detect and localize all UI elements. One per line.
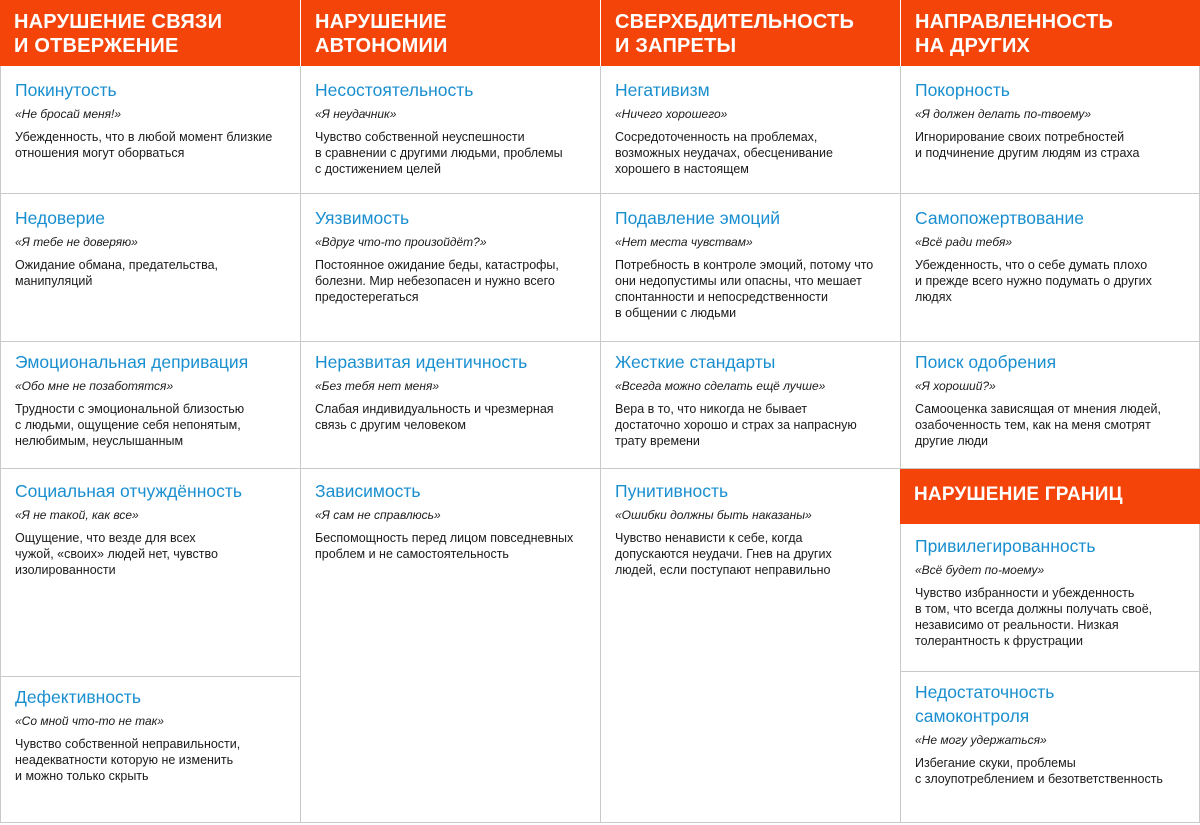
schema-quote: «Всегда можно сделать ещё лучше»: [615, 379, 826, 393]
schema-title: Пунитивность: [615, 481, 729, 501]
schema-title: Поиск одобрения: [915, 352, 1057, 372]
schema-card: [300, 194, 600, 342]
schema-quote: «Без тебя нет меня»: [315, 379, 440, 393]
schema-card: [0, 194, 300, 342]
schema-card: [600, 469, 900, 823]
schema-card: [600, 342, 900, 469]
schema-description: Постоянное ожидание беды, катастрофы, болезни. Мир небезопасен и нужно всего предостерегаться: [315, 258, 559, 304]
schema-title: Покинутость: [15, 80, 117, 100]
schema-card: [900, 66, 1200, 194]
schema-quote: «Всё будет по-моему»: [915, 563, 1045, 577]
schema-card: [900, 194, 1200, 342]
schema-title: Эмоциональная депривация: [15, 352, 249, 372]
schema-description: Чувство собственной неправильности, неадекватности которую не изменить и можно только скрыть: [15, 737, 241, 783]
schema-card: [600, 66, 900, 194]
schema-title: Уязвимость: [315, 208, 410, 228]
schema-description: Избегание скуки, проблемы с злоупотреблением и безответственность: [915, 756, 1163, 786]
schema-description: Чувство ненависти к себе, когда допускаются неудачи. Гнев на других людей, если поступают неправильно: [615, 531, 832, 577]
schema-quote: «Всё ради тебя»: [915, 235, 1013, 249]
column-header-disconnection: НАРУШЕНИЕ СВЯЗИ И ОТВЕРЖЕНИЕ: [0, 0, 300, 66]
schema-description: Убежденность, что о себе думать плохо и прежде всего нужно подумать о других людях: [915, 258, 1152, 304]
schema-title: Негативизм: [615, 80, 710, 100]
schema-description: Ожидание обмана, предательства, манипуляций: [15, 258, 219, 288]
schema-quote: «Не могу удержаться»: [915, 733, 1047, 747]
schema-quote: «Со мной что-то не так»: [15, 714, 164, 728]
schema-title: Дефективность: [15, 687, 141, 707]
schema-card: [0, 677, 300, 823]
schema-description: Сосредоточенность на проблемах, возможных неудачах, обесценивание хорошего в настоящем: [615, 130, 833, 176]
schema-quote: «Я тебе не доверяю»: [15, 235, 138, 249]
schema-description: Беспомощность перед лицом повседневных проблем и не самостоятельность: [315, 531, 574, 561]
schema-title: Недоверие: [15, 208, 106, 228]
schema-title: Самопожертвование: [915, 208, 1084, 228]
column-header-autonomy: НАРУШЕНИЕ АВТОНОМИИ: [300, 0, 600, 66]
schema-card: [300, 66, 600, 194]
schema-card: [0, 469, 300, 677]
schema-description: Самооценка зависящая от мнения людей, озабоченность тем, как на меня смотрят другие люди: [915, 402, 1162, 448]
schema-description: Ощущение, что везде для всех чужой, «своих» людей нет, чувство изолированности: [15, 531, 218, 577]
schema-title: Социальная отчуждённость: [15, 481, 242, 501]
schema-card: [900, 342, 1200, 469]
schema-card: [0, 66, 300, 194]
schema-card: [300, 469, 600, 823]
schema-title: Недостаточность самоконтроля: [915, 682, 1055, 726]
schema-title: Подавление эмоций: [615, 208, 781, 228]
schema-card: [600, 194, 900, 342]
schema-description: Чувство собственной неуспешности в сравнении с другими людьми, проблемы с достижением целей: [315, 130, 563, 176]
schema-quote: «Вдруг что-то произойдёт?»: [315, 235, 487, 249]
schema-title: Покорность: [915, 80, 1010, 100]
schema-quote: «Я должен делать по-твоему»: [915, 107, 1092, 121]
schema-quote: «Я хороший?»: [915, 379, 996, 393]
schema-description: Игнорирование своих потребностей и подчинение другим людям из страха: [915, 130, 1140, 160]
schema-description: Слабая индивидуальность и чрезмерная связь с другим человеком: [315, 402, 554, 432]
column-header-other-directedness: НАПРАВЛЕННОСТЬ НА ДРУГИХ: [900, 0, 1200, 66]
schema-quote: «Ничего хорошего»: [615, 107, 728, 121]
schema-description: Вера в то, что никогда не бывает достаточно хорошо и страх за напрасную трату времени: [615, 402, 857, 448]
schema-quote: «Я не такой, как все»: [15, 508, 139, 522]
schema-card: [900, 672, 1200, 823]
schema-quote: «Не бросай меня!»: [15, 107, 122, 121]
schema-description: Трудности с эмоциональной близостью с людьми, ощущение себя непонятым, нелюбимым, неуслышанным: [15, 402, 245, 448]
schema-card: [300, 342, 600, 469]
schema-title: Неразвитая идентичность: [315, 352, 528, 372]
schema-quote: «Ошибки должны быть наказаны»: [615, 508, 812, 522]
schema-card: [900, 524, 1200, 672]
schema-quote: «Обо мне не позаботятся»: [15, 379, 174, 393]
schema-title: Несостоятельность: [315, 80, 474, 100]
schema-title: Привилегированность: [915, 536, 1096, 556]
column-header-overvigilance: СВЕРХБДИТЕЛЬНОСТЬ И ЗАПРЕТЫ: [600, 0, 900, 66]
schema-title: Зависимость: [315, 481, 421, 501]
schema-description: Убежденность, что в любой момент близкие отношения могут оборваться: [15, 130, 273, 160]
schema-title: Жесткие стандарты: [615, 352, 776, 372]
schema-quote: «Нет места чувствам»: [615, 235, 753, 249]
schema-card: [0, 342, 300, 469]
section-header-impaired-limits: НАРУШЕНИЕ ГРАНИЦ: [900, 469, 1200, 524]
schema-quote: «Я неудачник»: [315, 107, 397, 121]
schema-description: Чувство избранности и убежденность в том, что всегда должны получать своё, независимо от реальности. Низкая толерантность к фрустрации: [915, 586, 1153, 648]
schema-quote: «Я сам не справлюсь»: [315, 508, 441, 522]
schema-description: Потребность в контроле эмоций, потому что они недопустимы или опасны, что мешает спонтанности и непосредственности в общении с людьми: [615, 258, 874, 320]
